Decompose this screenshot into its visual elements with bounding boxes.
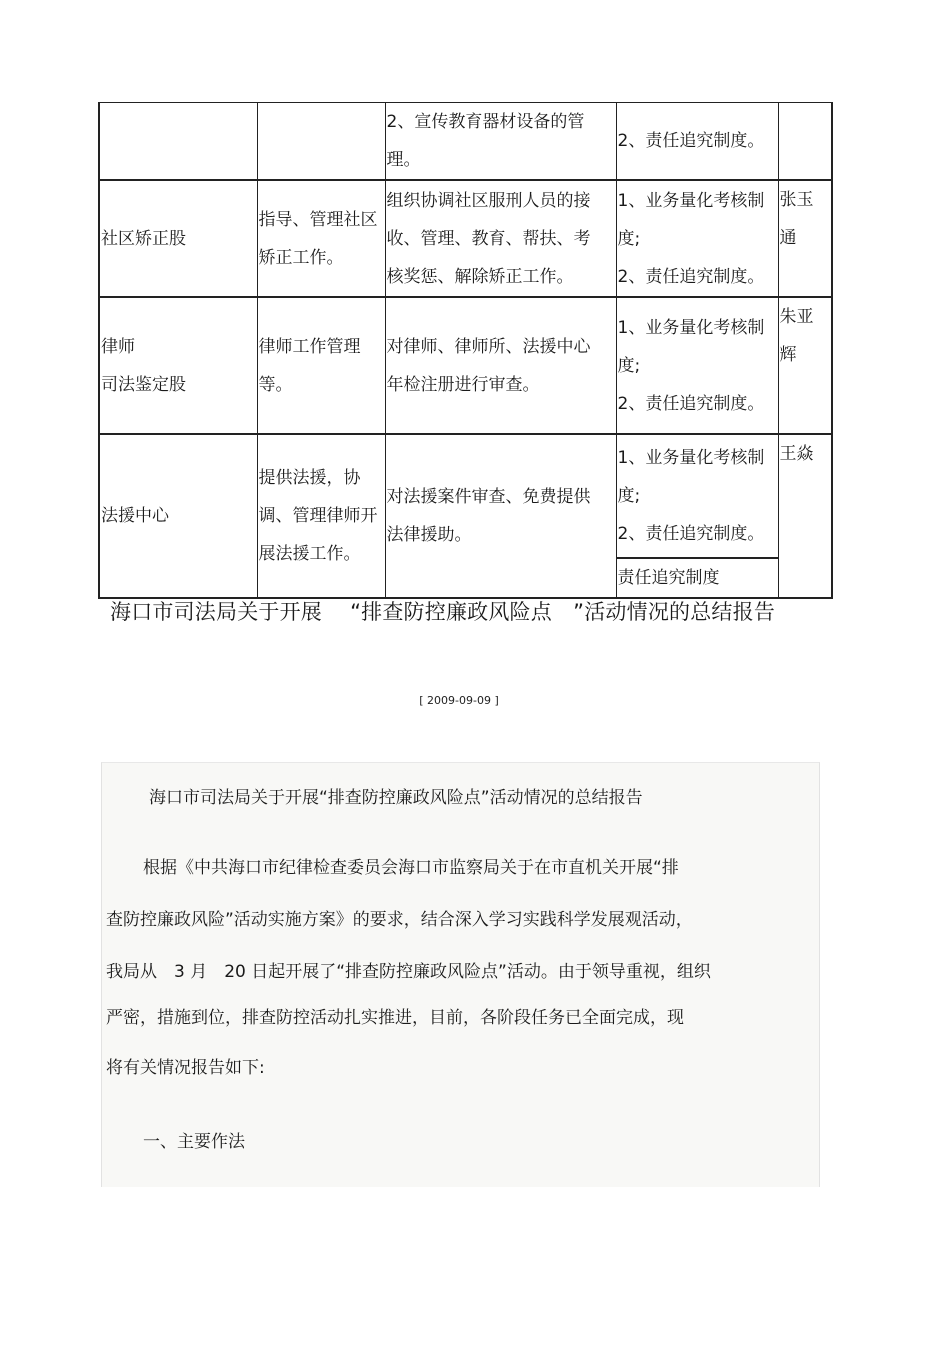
cell-text-line: 调、管理律师开: [258, 506, 378, 526]
paragraph-line-1: 根据《中共海口市纪律检查委员会海口市监察局关于在市直机关开展“排: [143, 858, 679, 878]
cell-person: [778, 434, 832, 598]
table-row: [99, 180, 832, 297]
cell-text-line: 等。: [258, 374, 293, 395]
cell-text-line: 律师: [101, 336, 135, 357]
paragraph-line-5: 将有关情况报告如下:: [106, 1058, 265, 1078]
cell-text-line: 核奖惩、解除矫正工作。: [386, 266, 574, 287]
article-inner-title: 海口市司法局关于开展“排查防控廉政风险点”活动情况的总结报告: [149, 788, 643, 808]
cell-text-line: 2、责任追究制度。: [617, 131, 765, 151]
cell-text-line: 指导、管理社区: [258, 209, 378, 230]
cell-text-line: 王焱: [779, 444, 814, 464]
cell-duty: [257, 297, 385, 434]
cell-text-line: 法援中心: [101, 506, 169, 526]
cell-text-line: 朱亚: [779, 307, 814, 327]
cell-duty: [257, 180, 385, 297]
cell-system: [616, 180, 778, 297]
cell-text-line: 理。: [386, 150, 421, 170]
cell-system: [616, 103, 778, 181]
cell-text-line: 2、责任追究制度。: [617, 266, 765, 287]
cell-text-line: 辉: [779, 345, 797, 365]
publish-date: [ 2009-09-09 ]: [419, 694, 499, 707]
cell-text-line: 年检注册进行审查。: [386, 374, 540, 395]
cell-text-line: 2、宣传教育器材设备的管: [386, 112, 585, 132]
cell-text-line: 1、业务量化考核制: [617, 317, 765, 338]
system-lower: 责任追究制度: [617, 568, 720, 588]
cell-content: [385, 103, 616, 181]
cell-dept: [99, 103, 257, 181]
cell-text-line: 收、管理、教育、帮扶、考: [386, 228, 591, 249]
cell-dept: [99, 297, 257, 434]
paragraph-line-2: 查防控廉政风险”活动实施方案》的要求，结合深入学习实践科学发展观活动，: [106, 910, 693, 930]
report-title: 海口市司法局关于开展 “排查防控廉政风险点 ”活动情况的总结报告: [110, 600, 776, 624]
cell-person: [778, 297, 832, 434]
cell-duty: [257, 103, 385, 181]
cell-text-line: 社区矫正股: [101, 228, 186, 249]
cell-content: [385, 297, 616, 434]
cell-text-line: 度;: [617, 355, 641, 376]
cell-text-line: 司法鉴定股: [101, 374, 186, 395]
cell-system: [616, 434, 778, 598]
cell-text-line: 律师工作管理: [258, 336, 361, 357]
cell-content: [385, 180, 616, 297]
paragraph-line-3: 我局从 3 月 20 日起开展了“排查防控廉政风险点”活动。由于领导重视，组织: [106, 962, 711, 982]
cell-text-line: 法律援助。: [386, 525, 472, 545]
cell-system: [616, 297, 778, 434]
section-heading: 一、主要作法: [143, 1132, 245, 1152]
table-row: [99, 297, 832, 434]
system-upper: [617, 435, 778, 559]
cell-text-line: 2、责任追究制度。: [617, 393, 765, 414]
cell-text-line: 1、业务量化考核制: [617, 190, 765, 211]
table-row: [99, 103, 832, 181]
cell-person: [778, 103, 832, 181]
cell-text-line: 张玉: [779, 190, 814, 210]
cell-dept: [99, 434, 257, 598]
cell-text-line: 2、责任追究制度。: [617, 524, 765, 544]
cell-duty: [257, 434, 385, 598]
cell-text-line: 度;: [617, 228, 641, 249]
cell-text-line: 矫正工作。: [258, 247, 344, 268]
cell-text-line: 通: [779, 228, 797, 248]
cell-text-line: 展法援工作。: [258, 544, 361, 564]
cell-text-line: 组织协调社区服刑人员的接: [386, 190, 591, 211]
responsibility-table: [98, 102, 833, 599]
cell-dept: [99, 180, 257, 297]
cell-person: [778, 180, 832, 297]
cell-text-line: 对律师、律师所、法援中心: [386, 336, 591, 357]
cell-content: [385, 434, 616, 598]
cell-text-line: 1、业务量化考核制: [617, 448, 765, 468]
cell-text-line: 提供法援，协: [258, 468, 361, 488]
cell-text-line: 度;: [617, 486, 641, 506]
table-row: [99, 434, 832, 598]
article-content-box: [101, 762, 820, 1187]
paragraph-line-4: 严密，措施到位，排查防控活动扎实推进，目前，各阶段任务已全面完成，现: [106, 1008, 684, 1028]
cell-text-line: 对法援案件审查、免费提供: [386, 487, 591, 507]
